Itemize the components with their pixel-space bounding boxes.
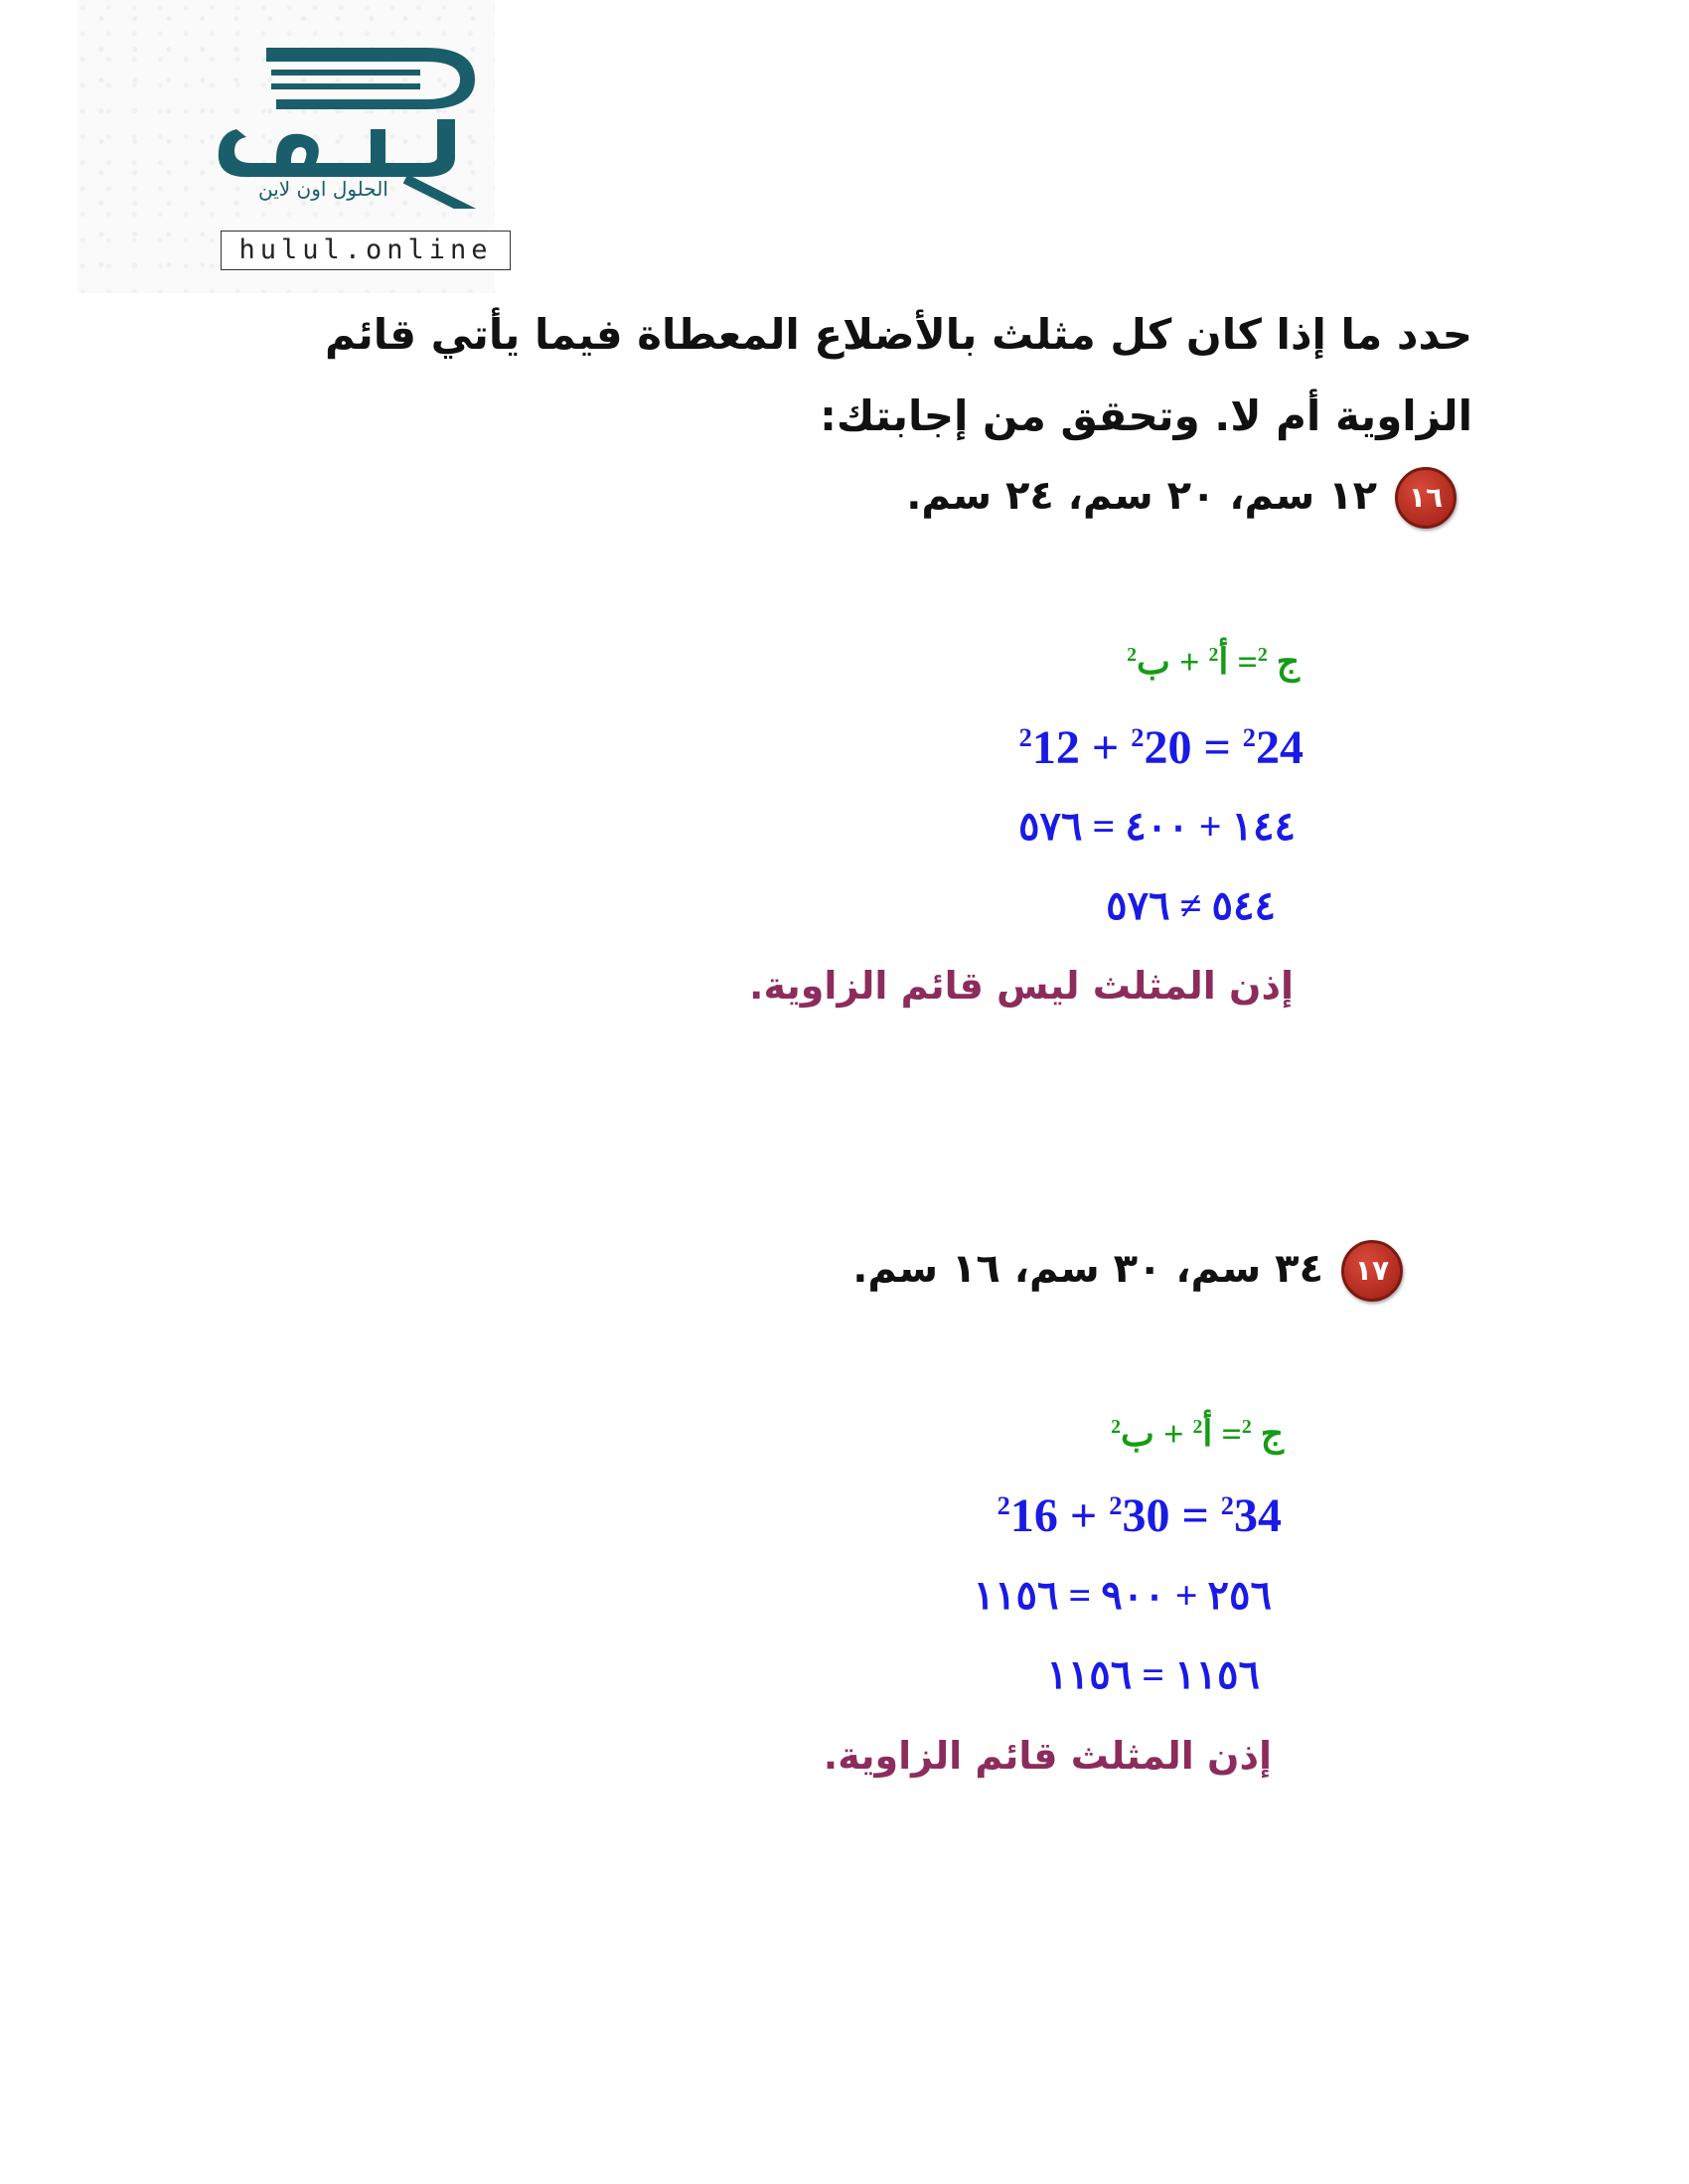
problem-number-badge: ١٧ bbox=[1341, 1240, 1403, 1302]
equation-latin: $^2$16 + $^2$30 = $^2$34 bbox=[997, 1489, 1282, 1542]
pythagorean-formula: ج $^2$= أ$^2$ + ب$^2$ bbox=[1127, 642, 1300, 682]
problem-16-header bbox=[906, 467, 1457, 529]
equation-arabic: ٢٥٦ + ٩٠٠ = ١١٥٦ bbox=[973, 1573, 1272, 1618]
problem-sides: ١٢ سم، ٢٠ سم، ٢٤ سم. bbox=[906, 473, 1377, 519]
logo-url[interactable]: hulul.online bbox=[221, 231, 511, 270]
problem-number-badge: ١٦ bbox=[1395, 467, 1457, 529]
equation-latin: $^2$12 + $^2$20 = $^2$24 bbox=[1018, 721, 1304, 774]
problem-17-header bbox=[852, 1240, 1403, 1302]
equation-arabic: ١٤٤ + ٤٠٠ = ٥٧٦ bbox=[1018, 804, 1296, 849]
problem-sides: ٣٤ سم، ٣٠ سم، ١٦ سم. bbox=[852, 1246, 1323, 1292]
logo-panel bbox=[77, 0, 495, 293]
conclusion: إذن المثلث ليس قائم الزاوية. bbox=[749, 964, 1294, 1008]
conclusion: إذن المثلث قائم الزاوية. bbox=[823, 1734, 1272, 1778]
question-instruction: حدد ما إذا كان كل مثلث بالأضلاع المعطاة فيما يأتي قائم الزاوية أم لا. وتحقق من إجابتك: bbox=[325, 310, 1472, 440]
pythagorean-formula: ج $^2$= أ$^2$ + ب$^2$ bbox=[1111, 1414, 1284, 1454]
equation-comparison: ٥٤٤ ≠ ٥٧٦ bbox=[1106, 883, 1276, 928]
logo-tagline: الحلول اون لاين bbox=[258, 177, 388, 201]
equation-comparison: ١١٥٦ = ١١٥٦ bbox=[1046, 1652, 1260, 1697]
